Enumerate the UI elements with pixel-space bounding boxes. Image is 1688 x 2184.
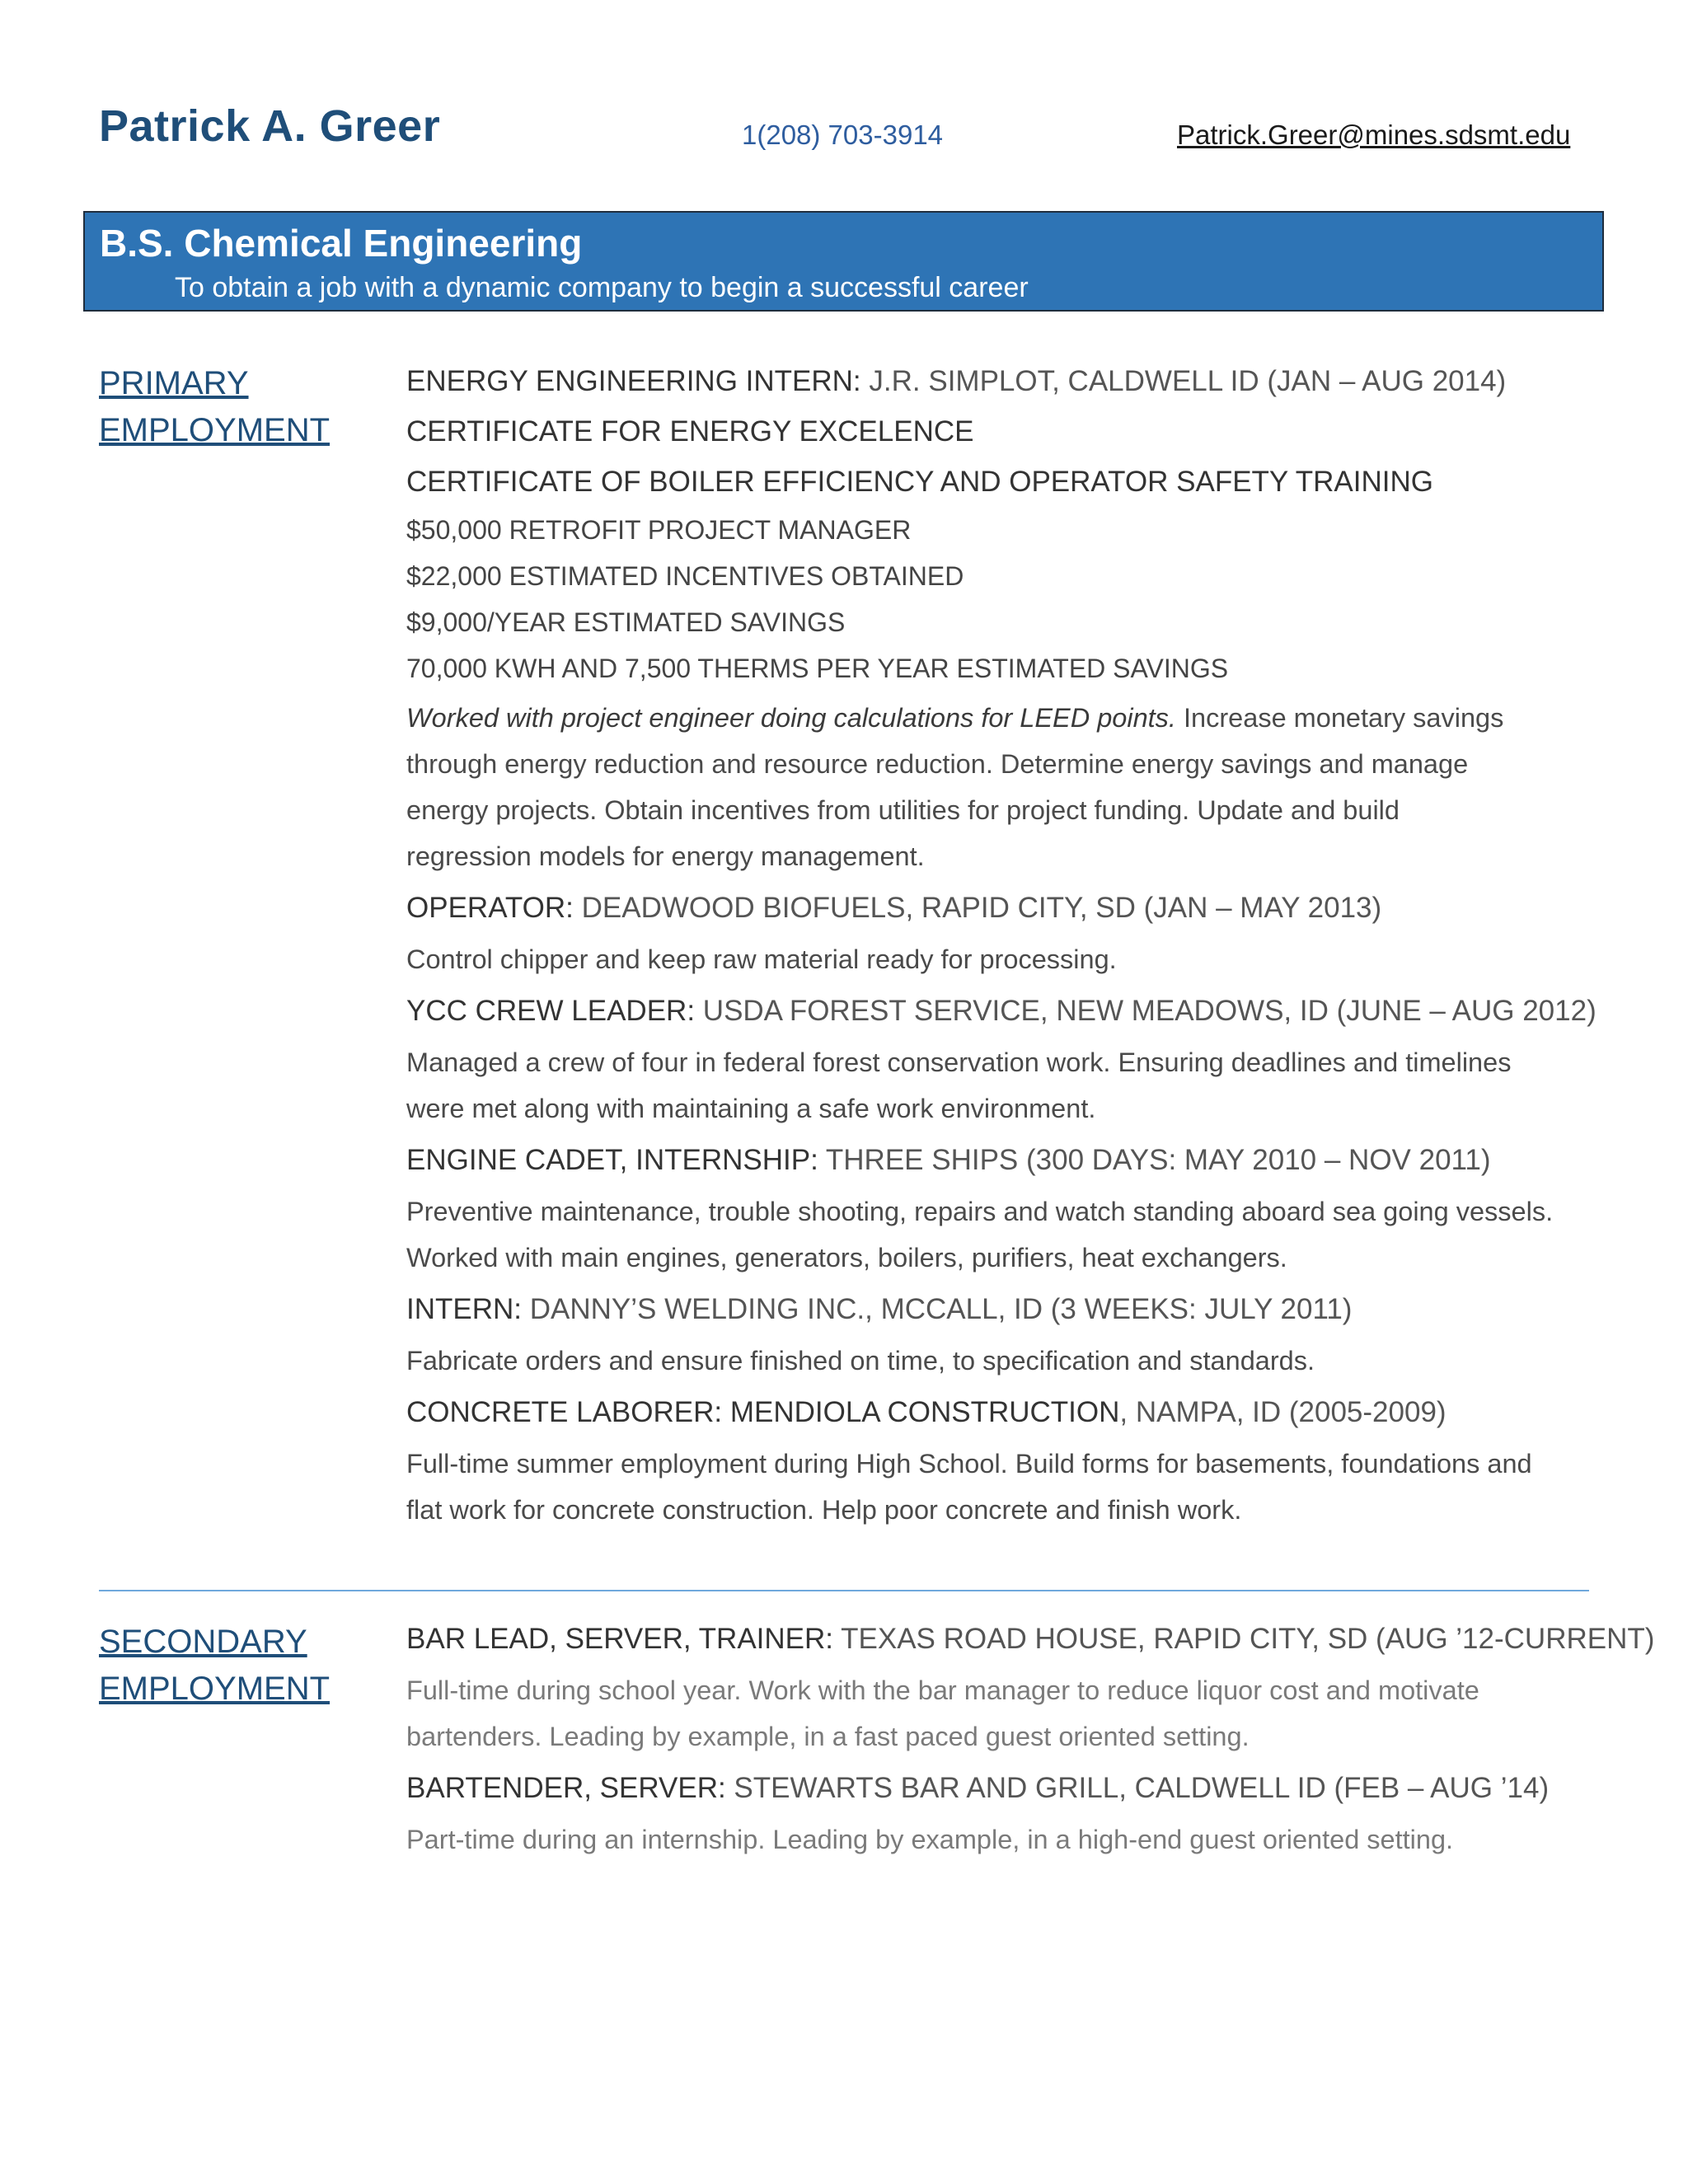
job-title: ENGINE CADET, INTERNSHIP: xyxy=(406,1144,818,1176)
job-description-line: Preventive maintenance, trouble shooting, repairs and watch standing aboard sea going vessels. xyxy=(406,1197,1554,1226)
job-heading-welding xyxy=(406,1284,1593,1334)
applicant-name: Patrick A. Greer xyxy=(99,101,441,151)
job-description-line: flat work for concrete construction. Help poor concrete and finish work. xyxy=(406,1495,1242,1525)
job-description-line: Managed a crew of four in federal forest conservation work. Ensuring deadlines and timelines xyxy=(406,1047,1512,1077)
job-description-line xyxy=(406,695,1593,741)
job-employer: , NAMPA, ID (2005-2009) xyxy=(1119,1396,1447,1428)
job-employer: STEWARTS BAR AND GRILL, CALDWELL ID (FEB – AUG ’14) xyxy=(725,1772,1550,1804)
job-title: YCC CREW LEADER: xyxy=(406,995,696,1027)
metric-item: $22,000 ESTIMATED INCENTIVES OBTAINED xyxy=(406,561,964,591)
job-heading-stewarts xyxy=(406,1763,1593,1813)
job-employer: THREE SHIPS (300 DAYS: MAY 2010 – NOV 2011) xyxy=(818,1144,1491,1176)
job-description-line: energy projects. Obtain incentives from utilities for project funding. Update and build xyxy=(406,795,1400,825)
job-title: BAR LEAD, SERVER, TRAINER: xyxy=(406,1623,834,1655)
phone-number: 1(208) 703-3914 xyxy=(742,120,944,150)
secondary-label-line1: SECONDARY xyxy=(99,1624,307,1660)
job-description-line: Worked with main engines, generators, boilers, purifiers, heat exchangers. xyxy=(406,1243,1287,1272)
job-heading-simplot xyxy=(406,356,1593,406)
job-employer: DEADWOOD BIOFUELS, RAPID CITY, SD (JAN – MAY 2013) xyxy=(573,892,1382,924)
metric-item: $50,000 RETROFIT PROJECT MANAGER xyxy=(406,515,912,545)
job-heading-concrete xyxy=(406,1387,1593,1437)
job-description-line: regression models for energy management. xyxy=(406,841,925,871)
certificate-energy-excellence: CERTIFICATE FOR ENERGY EXCELENCE xyxy=(406,415,974,448)
job-description-text: Increase monetary savings xyxy=(1175,703,1504,733)
job-employer: J.R. SIMPLOT, CALDWELL ID (JAN – AUG 2014) xyxy=(860,365,1507,397)
job-heading-usda xyxy=(406,986,1597,1036)
job-description-line: Control chipper and keep raw material ready for processing. xyxy=(406,944,1117,974)
degree-banner xyxy=(83,211,1604,312)
primary-employment-label xyxy=(99,360,363,454)
metric-item: 70,000 KWH AND 7,500 THERMS PER YEAR ESTIMATED SAVINGS xyxy=(406,654,1229,683)
section-divider xyxy=(99,1590,1589,1591)
job-employer: TEXAS ROAD HOUSE, RAPID CITY, SD (AUG ’12-CURRENT) xyxy=(833,1623,1655,1655)
secondary-employment-entries xyxy=(406,1614,1655,1863)
job-title: INTERN: xyxy=(406,1293,522,1325)
job-description-line: Fabricate orders and ensure finished on time, to specification and standards. xyxy=(406,1346,1315,1376)
secondary-label-line2: EMPLOYMENT xyxy=(99,1671,331,1707)
primary-employment-entries xyxy=(406,356,1597,1533)
degree-title: B.S. Chemical Engineering xyxy=(100,222,583,265)
metric-item: $9,000/YEAR ESTIMATED SAVINGS xyxy=(406,607,846,637)
email-link[interactable]: Patrick.Greer@mines.sdsmt.edu xyxy=(1177,120,1571,150)
primary-label-line2: EMPLOYMENT xyxy=(99,412,331,448)
job-description-line: through energy reduction and resource reduction. Determine energy savings and manage xyxy=(406,749,1469,779)
job-description-line: Full-time during school year. Work with the bar manager to reduce liquor cost and motivate xyxy=(406,1675,1479,1705)
job-employer: USDA FOREST SERVICE, NEW MEADOWS, ID (JUNE – AUG 2012) xyxy=(695,995,1597,1027)
job-title: CONCRETE LABORER: MENDIOLA CONSTRUCTION xyxy=(406,1396,1120,1428)
certificate-boiler-efficiency: CERTIFICATE OF BOILER EFFICIENCY AND OPERATOR SAFETY TRAINING xyxy=(406,466,1433,498)
career-objective: To obtain a job with a dynamic company to begin a successful career xyxy=(175,272,1029,303)
job-heading-deadwood xyxy=(406,883,1593,933)
job-employer: DANNY’S WELDING INC., MCCALL, ID (3 WEEKS: JULY 2011) xyxy=(522,1293,1353,1325)
job-heading-three-ships xyxy=(406,1135,1593,1185)
job-title: OPERATOR: xyxy=(406,892,574,924)
job-description-line: Full-time summer employment during High School. Build forms for basements, foundations and xyxy=(406,1449,1532,1479)
job-title: BARTENDER, SERVER: xyxy=(406,1772,726,1804)
secondary-employment-label xyxy=(99,1619,363,1713)
job-title: ENERGY ENGINEERING INTERN: xyxy=(406,365,861,397)
job-heading-texas-roadhouse xyxy=(406,1614,1655,1664)
job-description-italic: Worked with project engineer doing calculations for LEED points. xyxy=(406,703,1176,733)
job-description-line: bartenders. Leading by example, in a fast paced guest oriented setting. xyxy=(406,1722,1250,1751)
job-description-line: were met along with maintaining a safe work environment. xyxy=(406,1094,1096,1123)
job-description-line: Part-time during an internship. Leading by example, in a high-end guest oriented setting. xyxy=(406,1825,1454,1854)
primary-label-line1: PRIMARY xyxy=(99,365,249,401)
